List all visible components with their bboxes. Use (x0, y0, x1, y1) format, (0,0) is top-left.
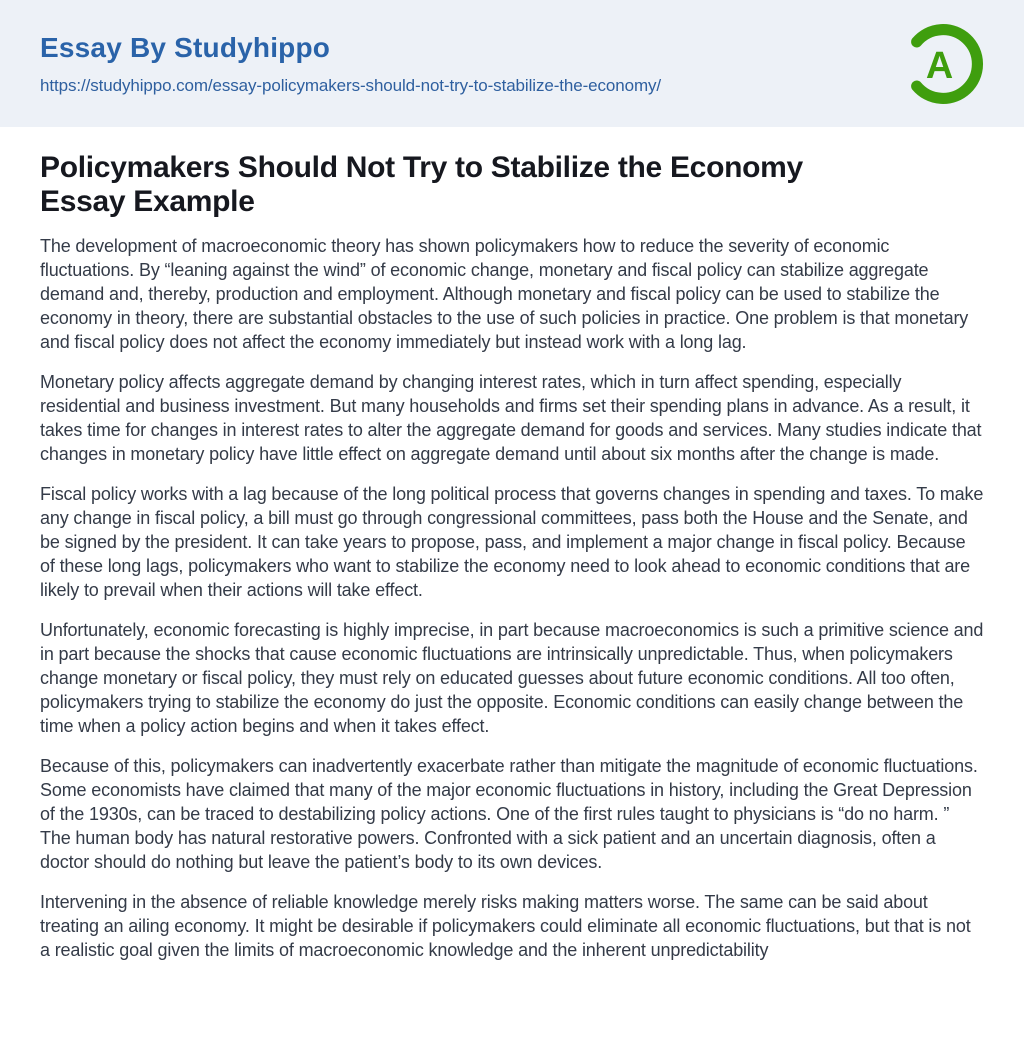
logo-letter: A (925, 44, 954, 87)
essay-paragraph: Intervening in the absence of reliable knowledge merely risks making matters worse. The same can be said about treating an ailing economy. It might be desirable if policymakers could eliminate all economic fluctuations, but that is not a realistic goal given the limits of macroeconomic knowledge and the inherent unpredictability (40, 892, 971, 960)
essay-paragraph: Because of this, policymakers can inadvertently exacerbate rather than mitigate the magnitude of economic fluctuations. Some economists have claimed that many of the major economic fluctuations in history, including the Great Depression of the 1930s, can be traced to destabilizing policy actions. One of the first rules taught to physicians is “do no harm. ” The human body has natural restorative powers. Confronted with a sick patient and an uncertain diagnosis, often a doctor should do nothing but leave the patient’s body to its own devices. (40, 756, 978, 872)
essay-paragraph: The development of macroeconomic theory has shown policymakers how to reduce the severity of economic fluctuations. By “leaning against the wind” of economic change, monetary and fiscal policy can stabilize aggregate demand and, thereby, production and employment. Although monetary and fiscal policy can be used to stabilize the economy in theory, there are substantial obstacles to the use of such policies in practice. One problem is that monetary and fiscal policy does not affect the economy immediately but instead work with a long lag. (40, 236, 969, 352)
essay-content (0, 127, 1024, 1022)
essay-paragraph: Monetary policy affects aggregate demand by changing interest rates, which in turn affect spending, especially residential and business investment. But many households and firms set their spending plans in advance. As a result, it takes time for changes in interest rates to alter the aggregate demand for goods and services. Many studies indicate that changes in monetary policy have little effect on aggregate demand until about six months after the change is made. (40, 372, 982, 464)
studyhippo-logo-icon (900, 21, 986, 107)
header-text-block (40, 31, 661, 96)
page-url-link[interactable]: https://studyhippo.com/essay-policymakers-should-not-try-to-stabilize-the-economy/ (40, 75, 662, 95)
site-title: Essay By Studyhippo (40, 32, 331, 64)
site-header (0, 0, 1024, 127)
essay-paragraph: Fiscal policy works with a lag because of the long political process that governs changes in spending and taxes. To make any change in fiscal policy, a bill must go through congressional committees, pass both the House and the Senate, and be signed by the president. It can take years to propose, pass, and implement a major change in fiscal policy. Because of these long lags, policymakers who want to stabilize the economy need to look ahead to economic conditions that are likely to prevail when their actions will take effect. (40, 484, 984, 600)
essay-title: Policymakers Should Not Try to Stabilize the Economy Essay Example (40, 151, 803, 218)
essay-body (40, 234, 984, 962)
essay-paragraph: Unfortunately, economic forecasting is highly imprecise, in part because macroeconomics is such a primitive science and in part because the shocks that cause economic fluctuations are intrinsically unpredictable. Thus, when policymakers change monetary or fiscal policy, they must rely on educated guesses about future economic conditions. All too often, policymakers trying to stabilize the economy do just the opposite. Economic conditions can easily change between the time when a policy action begins and when it takes effect. (40, 620, 984, 736)
